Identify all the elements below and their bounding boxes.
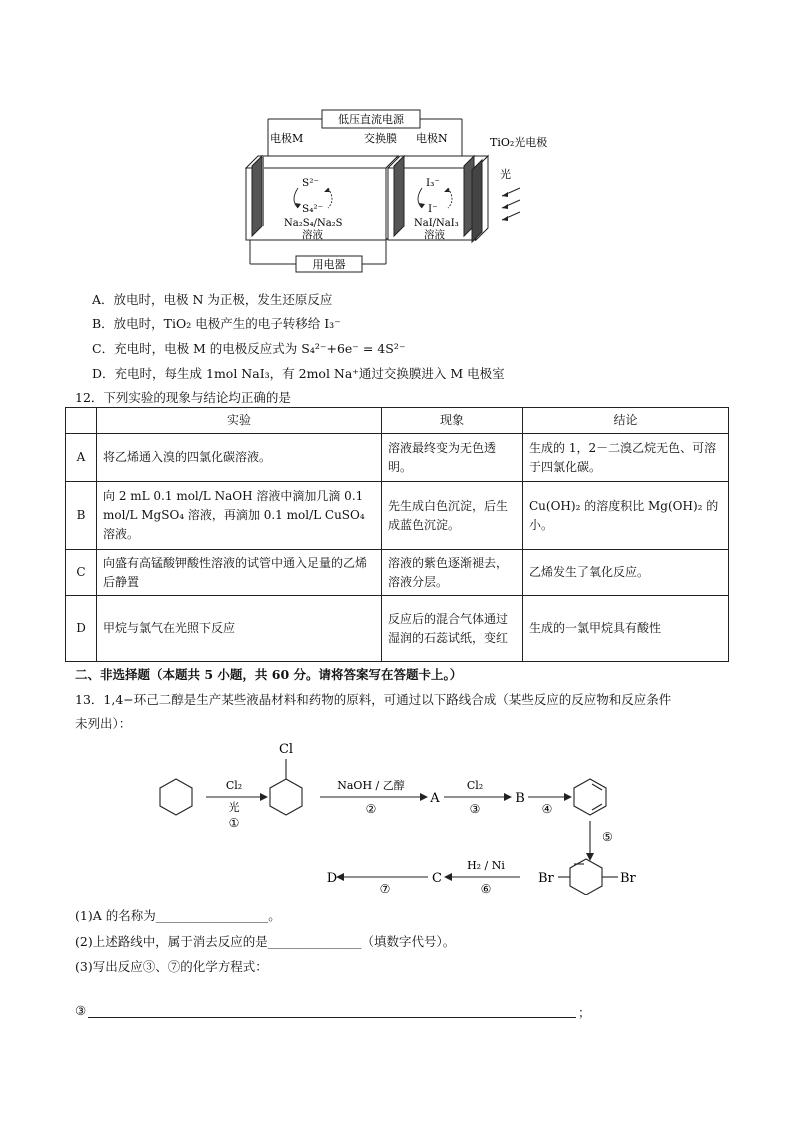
experiment-cell: 向盛有高锰酸钾酸性溶液的试管中通入足量的乙烯后静置 [97, 550, 382, 596]
phenomenon-cell: 先生成白色沉淀，后生成蓝色沉淀。 [382, 482, 523, 550]
table-row [66, 434, 729, 482]
row-label: C [66, 550, 97, 596]
conclusion-cell: 生成的一氯甲烷具有酸性 [523, 596, 729, 662]
experiment-cell: 将乙烯通入溴的四氯化碳溶液。 [97, 434, 382, 482]
step-2-number: ② [365, 802, 377, 816]
step-6-number: ⑥ [480, 882, 492, 895]
electrode-m-label: 电极M [270, 132, 304, 145]
reagent-2: NaOH / 乙醇 [337, 779, 405, 792]
q13-stem-line2: 未列出）： [75, 716, 132, 731]
experiment-cell: 甲烷与氯气在光照下反应 [97, 596, 382, 662]
experiment-cell: 向 2 mL 0.1 mol/L NaOH 溶液中滴加几滴 0.1 mol/L MgSO₄ 溶液，再滴加 0.1 mol/L CuSO₄ 溶液。 [97, 482, 382, 550]
section-heading: 二、非选择题（本题共 5 小题，共 60 分。请将答案写在答题卡上。） [75, 667, 463, 682]
option-c: C．充电时，电极 M 的电极反应式为 S₄²⁻+6e⁻ = 4S²⁻ [92, 341, 406, 356]
left-solution-label2: 溶液 [302, 229, 323, 241]
compound-b: B [515, 791, 525, 806]
bromine-right: Br [620, 871, 636, 886]
experiment-table [65, 407, 729, 662]
table-header-row [66, 408, 729, 434]
phenomenon-cell: 溶液最终变为无色透明。 [382, 434, 523, 482]
answer-prefix: ③ [75, 1003, 87, 1018]
electrochemical-cell-diagram [238, 108, 568, 278]
reagent-3: Cl₂ [466, 779, 484, 792]
answer-suffix: ； [578, 1005, 591, 1020]
row-label: D [66, 596, 97, 662]
right-solution-label: NaI/NaI₃ [414, 218, 459, 229]
load-label: 用电器 [312, 258, 346, 271]
membrane-label: 交换膜 [364, 132, 397, 145]
bromine-left: Br [538, 871, 554, 886]
q13-sub1: (1)A 的名称为__________________。 [75, 908, 281, 923]
table-header: 结论 [523, 408, 729, 434]
step-3-number: ③ [469, 802, 481, 816]
q13-sub3: (3)写出反应③、⑦的化学方程式： [75, 959, 268, 974]
table-header: 实验 [97, 408, 382, 434]
power-supply-label: 低压直流电源 [338, 113, 404, 126]
conclusion-cell: 生成的 1，2－二溴乙烷无色、可溶于四氯化碳。 [523, 434, 729, 482]
option-d: D．充电时，每生成 1mol NaI₃，有 2mol Na⁺通过交换膜进入 M 电极室 [92, 366, 505, 381]
phenomenon-cell: 反应后的混合气体通过湿润的石蕊试纸，变红 [382, 596, 523, 662]
conclusion-cell: 乙烯发生了氧化反应。 [523, 550, 729, 596]
condition-1: 光 [228, 801, 240, 814]
compound-c: C [432, 871, 442, 886]
table-row [66, 596, 729, 662]
table-row [66, 482, 729, 550]
row-label: A [66, 434, 97, 482]
conclusion-cell: Cu(OH)₂ 的溶度积比 Mg(OH)₂ 的小。 [523, 482, 729, 550]
answer-blank-line[interactable] [88, 1017, 576, 1018]
cyclohexane-ring [160, 779, 192, 815]
row-label: B [66, 482, 97, 550]
cl-substituent: Cl [278, 742, 294, 757]
left-ion-top: S²⁻ [302, 177, 319, 189]
right-ion-bottom: I⁻ [428, 203, 438, 215]
q12-stem: 12．下列实验的现象与结论均正确的是 [75, 390, 291, 405]
q13-stem-line1: 13．1,4−环己二醇是生产某些液晶材料和药物的原料，可通过以下路线合成（某些反应的反应物和反应条件 [75, 692, 672, 707]
compound-a: A [430, 791, 440, 806]
left-solution-label: Na₂S₄/Na₂S [284, 218, 343, 229]
electrode-n-label: 电极N [416, 132, 448, 145]
cyclohexadiene-ring [574, 779, 606, 815]
step-7-number: ⑦ [379, 882, 391, 895]
table-header: 现象 [382, 408, 523, 434]
table-header [66, 408, 97, 434]
step-1-number: ① [228, 816, 240, 830]
light-label: 光 [500, 168, 511, 181]
step-5-number: ⑤ [602, 830, 613, 844]
q13-sub2: (2)上述路线中，属于消去反应的是_______________（填数字代号）。 [75, 934, 456, 949]
option-a: A．放电时，电极 N 为正极，发生还原反应 [92, 292, 333, 307]
chlorocyclohexane-ring [270, 779, 302, 815]
tio2-electrode-label: TiO₂光电极 [490, 136, 548, 149]
phenomenon-cell: 溶液的紫色逐渐褪去，溶液分层。 [382, 550, 523, 596]
option-b: B．放电时，TiO₂ 电极产生的电子转移给 I₃⁻ [92, 316, 341, 331]
reagent-1: Cl₂ [225, 779, 243, 792]
table-row [66, 550, 729, 596]
synthesis-scheme [150, 735, 670, 895]
right-solution-label2: 溶液 [424, 229, 445, 241]
compound-d: D [326, 871, 338, 886]
right-ion-top: I₃⁻ [426, 177, 440, 189]
left-ion-bottom: S₄²⁻ [302, 203, 324, 215]
reagent-6: H₂ / Ni [467, 859, 505, 872]
step-4-number: ④ [541, 802, 553, 816]
